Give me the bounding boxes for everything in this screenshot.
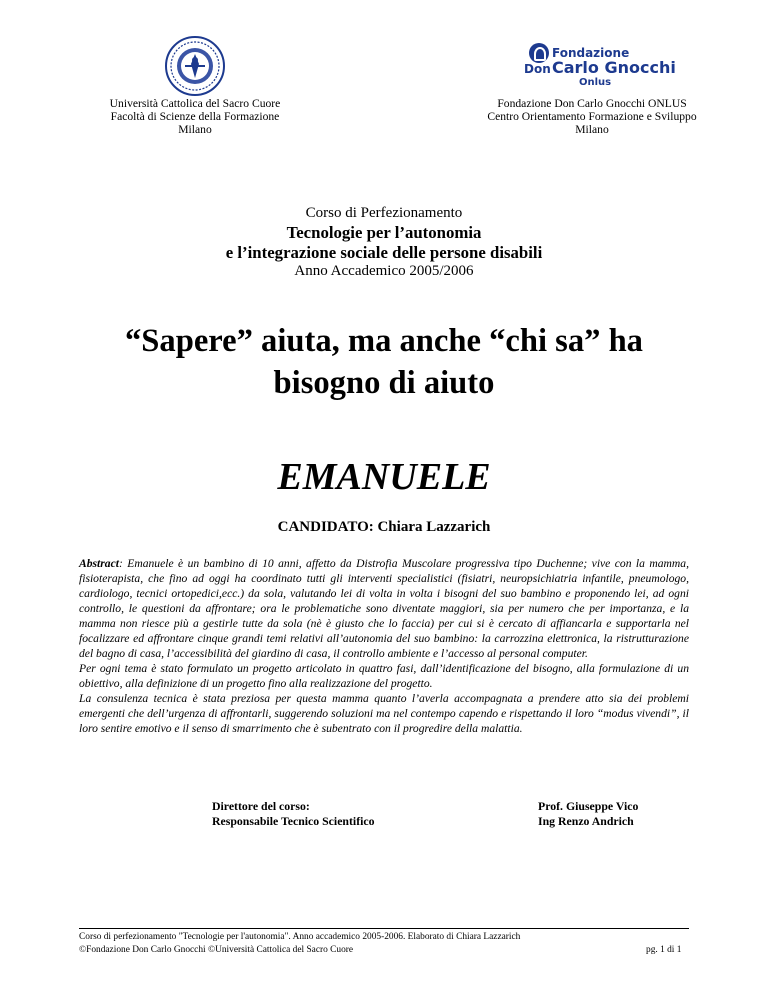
logo-word-onlus: Onlus	[579, 77, 612, 88]
course-block	[0, 203, 768, 279]
abstract-paragraph: La consulenza tecnica è stata preziosa per questa mamma quanto l’averla accompagnata a prendere atto sia dei problemi emergenti che dell’urgenza di affrontarli, suggerendo soluzioni ma nel contempo capendo e rispettando il loro “modus vivendi”, il loro sentire emotivo e il senso di smarrimento che è subentrato con il progredire della malattia.	[79, 692, 689, 735]
document-headline: “Sapere” aiuta, ma anche “chi sa” ha bisogno di aiuto	[125, 323, 643, 401]
course-title-line1: Tecnologie per l’autonomia	[286, 223, 482, 242]
candidate-line: CANDIDATO: Chiara Lazzarich	[277, 519, 491, 535]
institution-left-line: Università Cattolica del Sacro Cuore	[109, 97, 281, 110]
footer-line: Corso di perfezionamento "Tecnologie per l'autonomia". Anno accademico 2005-2006. Elaborato di Chiara Lazzarich	[79, 932, 521, 942]
director-role: Direttore del corso:	[212, 799, 310, 813]
course-year: Anno Accademico 2005/2006	[294, 263, 474, 279]
abstract	[79, 556, 689, 736]
logo-word-fondazione: Fondazione	[552, 46, 630, 60]
institution-left-line: Facoltà di Scienze della Formazione	[110, 110, 280, 123]
institution-right-line: Fondazione Don Carlo Gnocchi ONLUS	[497, 97, 687, 110]
institution-right	[462, 97, 722, 136]
logo-word-carlo-gnocchi: Carlo Gnocchi	[552, 58, 676, 77]
director-name: Prof. Giuseppe Vico	[538, 799, 639, 813]
abstract-label: Abstract	[79, 557, 119, 570]
director-role: Responsabile Tecnico Scientifico	[212, 814, 375, 828]
institution-left	[65, 97, 325, 136]
page-number: pg. 1 di 1	[646, 945, 682, 955]
universita-cattolica-seal-icon	[165, 36, 225, 96]
subject-name: EMANUELE	[277, 456, 491, 498]
fondazione-mark-icon	[529, 43, 549, 63]
footer	[79, 931, 689, 957]
course-kind: Corso di Perfezionamento	[305, 205, 463, 221]
institution-left-line: Milano	[178, 123, 212, 136]
director-name: Ing Renzo Andrich	[538, 814, 634, 828]
course-title-line2: e l’integrazione sociale delle persone disabili	[225, 243, 543, 262]
abstract-paragraph: Per ogni tema è stato formulato un progetto articolato in quattro fasi, dall’identificazione del bisogno, alla formulazione di un obiettivo, alla definizione di un progetto fino alla realizzazione del progetto.	[79, 662, 689, 690]
director-roles	[212, 799, 375, 829]
abstract-paragraph	[79, 556, 689, 661]
abstract-text: : Emanuele è un bambino di 10 anni, affetto da Distrofia Muscolare progressiva tipo Duchenne; vive con la mamma, fisioterapista, che fino ad oggi ha coordinato tutti gli interventi specialistici (fisiatri, neuropsichiatria infantile, pneumologo, cardiologo, tecnici ortopedici,ecc.) da sola, valutando lei di volta in volta i bisogni del suo bambino e proponendo lei, ad ogni controllo, le questioni da affrontare; ora le problematiche sono diventate maggiori, sia per numero che per importanza, e la mamma non riesce più a gestirle tutte da sola (nè è giusto che lo faccia) per cui si è cercato di affiancarla e supportarla nel focalizzare ed affrontare cinque grandi temi relativi all’autonomia del suo bambino: la carrozzina elettronica, la ristrutturazione del bagno di casa, l’accessibilità del giardino di casa, il controllo ambiente e l’accesso al personal computer.	[79, 557, 689, 660]
footer-divider	[79, 928, 689, 929]
footer-line: ©Fondazione Don Carlo Gnocchi ©Università Cattolica del Sacro Cuore	[79, 945, 354, 955]
institution-right-line: Centro Orientamento Formazione e Sviluppo	[487, 110, 697, 123]
logo-word-don: Don	[524, 62, 551, 76]
institution-right-line: Milano	[575, 123, 609, 136]
fondazione-don-gnocchi-logo-icon	[497, 40, 677, 94]
director-names	[538, 799, 638, 829]
